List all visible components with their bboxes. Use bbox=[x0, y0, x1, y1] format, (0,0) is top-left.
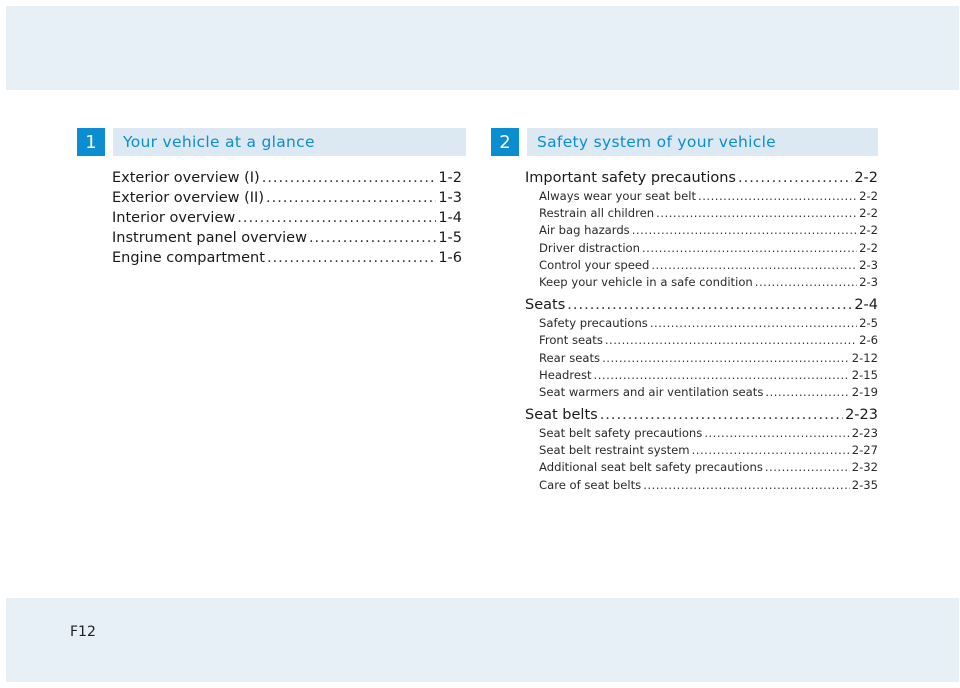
toc-entry-page: 2-32 bbox=[851, 460, 878, 475]
toc-entry-page: 2-15 bbox=[851, 367, 878, 382]
toc-sub-entry[interactable] bbox=[525, 315, 878, 332]
toc-entry-label: Safety precautions bbox=[539, 316, 648, 331]
footer-band bbox=[6, 598, 959, 682]
toc-group-entry[interactable] bbox=[525, 295, 878, 315]
toc-sub-entry[interactable] bbox=[525, 350, 878, 367]
toc-entry-page: 2-23 bbox=[845, 407, 878, 424]
toc-group-entry[interactable] bbox=[525, 168, 878, 188]
toc-entry-label: Control your speed bbox=[539, 257, 650, 272]
toc-sub-entry[interactable] bbox=[525, 442, 878, 459]
toc-entry-page: 1-4 bbox=[438, 210, 462, 226]
toc-entry-label: Instrument panel overview bbox=[112, 230, 307, 246]
toc-entry-label: Seats bbox=[525, 297, 566, 314]
toc-sub-entry[interactable] bbox=[525, 205, 878, 222]
toc-entry-label: Additional seat belt safety precautions bbox=[539, 460, 763, 475]
toc-entry-label: Exterior overview (I) bbox=[112, 170, 260, 186]
toc-entry-page: 2-5 bbox=[859, 316, 878, 331]
toc-entry-page: 1-2 bbox=[438, 170, 462, 186]
toc-sub-entry[interactable] bbox=[525, 188, 878, 205]
toc-entry-label: Seat belt restraint system bbox=[539, 443, 690, 458]
toc-entry-label: Rear seats bbox=[539, 350, 601, 365]
toc-entry-page: 2-3 bbox=[859, 257, 878, 272]
toc-entry-page: 1-6 bbox=[438, 250, 462, 266]
toc-entry-label: Seat belts bbox=[525, 407, 598, 424]
section-1-header bbox=[77, 128, 466, 156]
toc-entry-page: 2-12 bbox=[851, 350, 878, 365]
section-2-bar bbox=[527, 128, 878, 156]
section-1-title: Your vehicle at a glance bbox=[123, 133, 315, 151]
toc-entry-page: 2-35 bbox=[851, 477, 878, 492]
toc-sub-entry[interactable] bbox=[525, 222, 878, 239]
toc-sub-entry[interactable] bbox=[525, 332, 878, 349]
toc-entry-page: 2-2 bbox=[859, 206, 878, 221]
toc-entry-page: 2-2 bbox=[859, 223, 878, 238]
toc-entry-label: Important safety precautions bbox=[525, 170, 736, 186]
section-2-toc bbox=[525, 168, 878, 494]
toc-entry-label: Front seats bbox=[539, 333, 603, 348]
toc-entry-page: 1-3 bbox=[438, 190, 462, 206]
toc-entry-label: Driver distraction bbox=[539, 240, 640, 255]
toc-entry-label: Interior overview bbox=[112, 210, 236, 226]
toc-sub-entry[interactable] bbox=[525, 257, 878, 274]
toc-entry[interactable] bbox=[112, 228, 462, 248]
toc-entry-page: 2-27 bbox=[851, 443, 878, 458]
toc-sub-entry[interactable] bbox=[525, 367, 878, 384]
toc-sub-entry[interactable] bbox=[525, 477, 878, 494]
toc-entry-label: Engine compartment bbox=[112, 250, 265, 266]
toc-entry-label: Keep your vehicle in a safe condition bbox=[539, 274, 753, 289]
section-1-toc bbox=[112, 168, 462, 268]
toc-sub-entry[interactable] bbox=[525, 425, 878, 442]
toc-entry[interactable] bbox=[112, 208, 462, 228]
page-number: F12 bbox=[70, 624, 96, 640]
section-2-header bbox=[491, 128, 878, 156]
toc-group-entry[interactable] bbox=[525, 405, 878, 425]
toc-entry-page: 2-4 bbox=[854, 297, 878, 314]
toc-sub-entry[interactable] bbox=[525, 274, 878, 291]
section-2-title: Safety system of your vehicle bbox=[537, 133, 777, 151]
toc-entry-page: 1-5 bbox=[438, 230, 462, 246]
toc-sub-entry[interactable] bbox=[525, 240, 878, 257]
toc-entry-label: Air bag hazards bbox=[539, 223, 630, 238]
toc-entry[interactable] bbox=[112, 248, 462, 268]
toc-entry[interactable] bbox=[112, 188, 462, 208]
section-2-number: 2 bbox=[491, 128, 519, 156]
toc-entry-label: Always wear your seat belt bbox=[539, 189, 697, 203]
toc-entry-page: 2-2 bbox=[854, 170, 878, 186]
toc-entry-page: 2-23 bbox=[851, 426, 878, 441]
toc-sub-entry[interactable] bbox=[525, 384, 878, 401]
toc-entry-page: 2-19 bbox=[851, 384, 878, 399]
toc-entry-page: 2-2 bbox=[859, 189, 878, 203]
toc-sub-entry[interactable] bbox=[525, 459, 878, 476]
toc-entry-label: Exterior overview (II) bbox=[112, 190, 264, 206]
toc-entry[interactable] bbox=[112, 168, 462, 188]
toc-entry-page: 2-6 bbox=[859, 333, 878, 348]
section-1-bar bbox=[113, 128, 466, 156]
toc-entry-page: 2-3 bbox=[859, 274, 878, 289]
section-1-number: 1 bbox=[77, 128, 105, 156]
toc-entry-label: Headrest bbox=[539, 367, 592, 382]
toc-entry-label: Care of seat belts bbox=[539, 477, 642, 492]
header-band bbox=[6, 6, 959, 90]
toc-entry-label: Seat belt safety precautions bbox=[539, 426, 703, 441]
toc-entry-page: 2-2 bbox=[859, 240, 878, 255]
toc-entry-label: Restrain all children bbox=[539, 206, 655, 221]
toc-entry-label: Seat warmers and air ventilation seats bbox=[539, 384, 764, 399]
